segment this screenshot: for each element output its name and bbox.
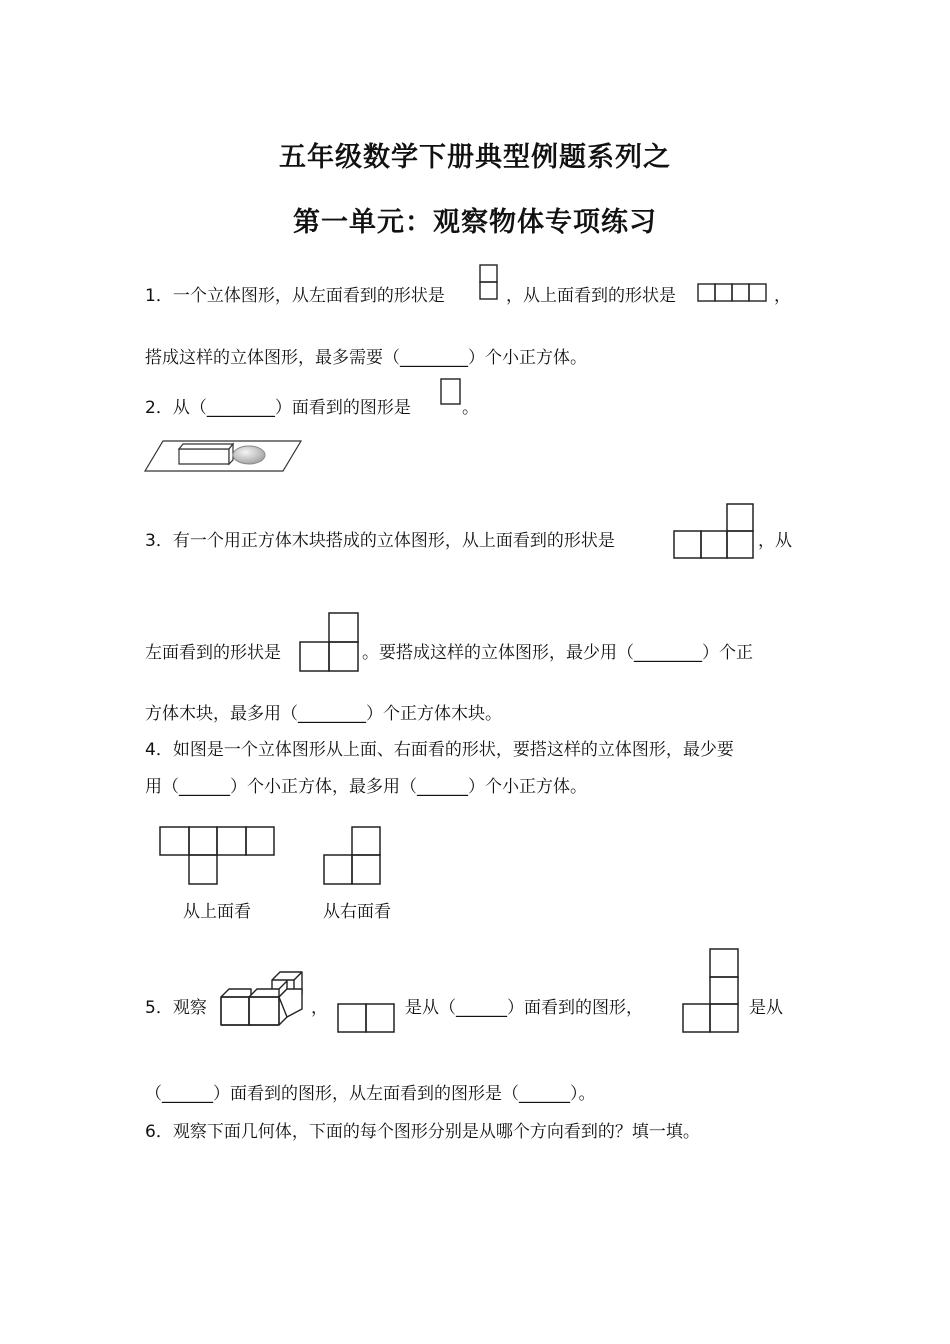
q4-line-2: 用（______）个小正方体，最多用（______）个小正方体。 — [145, 777, 587, 797]
q4-top-view-figure — [159, 826, 277, 886]
q2-text-b: 。 — [462, 398, 479, 418]
q5-text-d: 是从 — [749, 998, 783, 1018]
q1-text-a: 1．一个立体图形，从左面看到的形状是 — [145, 286, 445, 306]
q5-text-b: ， — [311, 998, 328, 1018]
q4-caption-top: 从上面看 — [183, 902, 251, 922]
title-line-1: 五年级数学下册典型例题系列之 — [279, 142, 671, 173]
q4-line-1: 4．如图是一个立体图形从上面、右面看的形状，要搭这样的立体图形，最少要 — [145, 740, 734, 760]
q4-right-view-figure — [323, 826, 383, 886]
q2-text-a: 2．从（________）面看到的图形是 — [145, 398, 411, 418]
q3-line-3: 方体木块，最多用（________）个正方体木块。 — [145, 704, 502, 724]
q4-caption-right: 从右面看 — [323, 902, 391, 922]
q1-text-b: ，从上面看到的形状是 — [506, 286, 676, 306]
q2-objects-illustration — [143, 437, 305, 475]
q3-text-d: 。要搭成这样的立体图形，最少用（________）个正 — [362, 643, 753, 663]
q5-front-view-figure — [337, 1003, 397, 1035]
q5-text-a: 5．观察 — [145, 998, 207, 1018]
q1-line-2: 搭成这样的立体图形，最多需要（________）个小正方体。 — [145, 348, 587, 368]
q5-line-2: （______）面看到的图形，从左面看到的图形是（______）。 — [145, 1084, 596, 1104]
q3-text-c: 左面看到的形状是 — [145, 643, 281, 663]
q1-top-view-figure — [697, 283, 769, 303]
q3-top-view-figure — [673, 503, 755, 559]
q1-text-c: ， — [774, 286, 791, 306]
q2-view-figure — [440, 378, 462, 406]
q5-cube-stack-figure — [218, 969, 306, 1029]
q5-side-view-figure — [682, 948, 740, 1034]
q3-left-view-figure — [299, 612, 361, 672]
q6-line-1: 6．观察下面几何体，下面的每个图形分别是从哪个方向看到的？填一填。 — [145, 1122, 700, 1142]
q3-text-b: ，从 — [758, 531, 792, 551]
title-line-2: 第一单元：观察物体专项练习 — [293, 207, 657, 238]
q5-text-c: 是从（______）面看到的图形， — [405, 998, 643, 1018]
q3-text-a: 3．有一个用正方体木块搭成的立体图形，从上面看到的形状是 — [145, 531, 615, 551]
q1-left-view-figure — [479, 264, 499, 300]
